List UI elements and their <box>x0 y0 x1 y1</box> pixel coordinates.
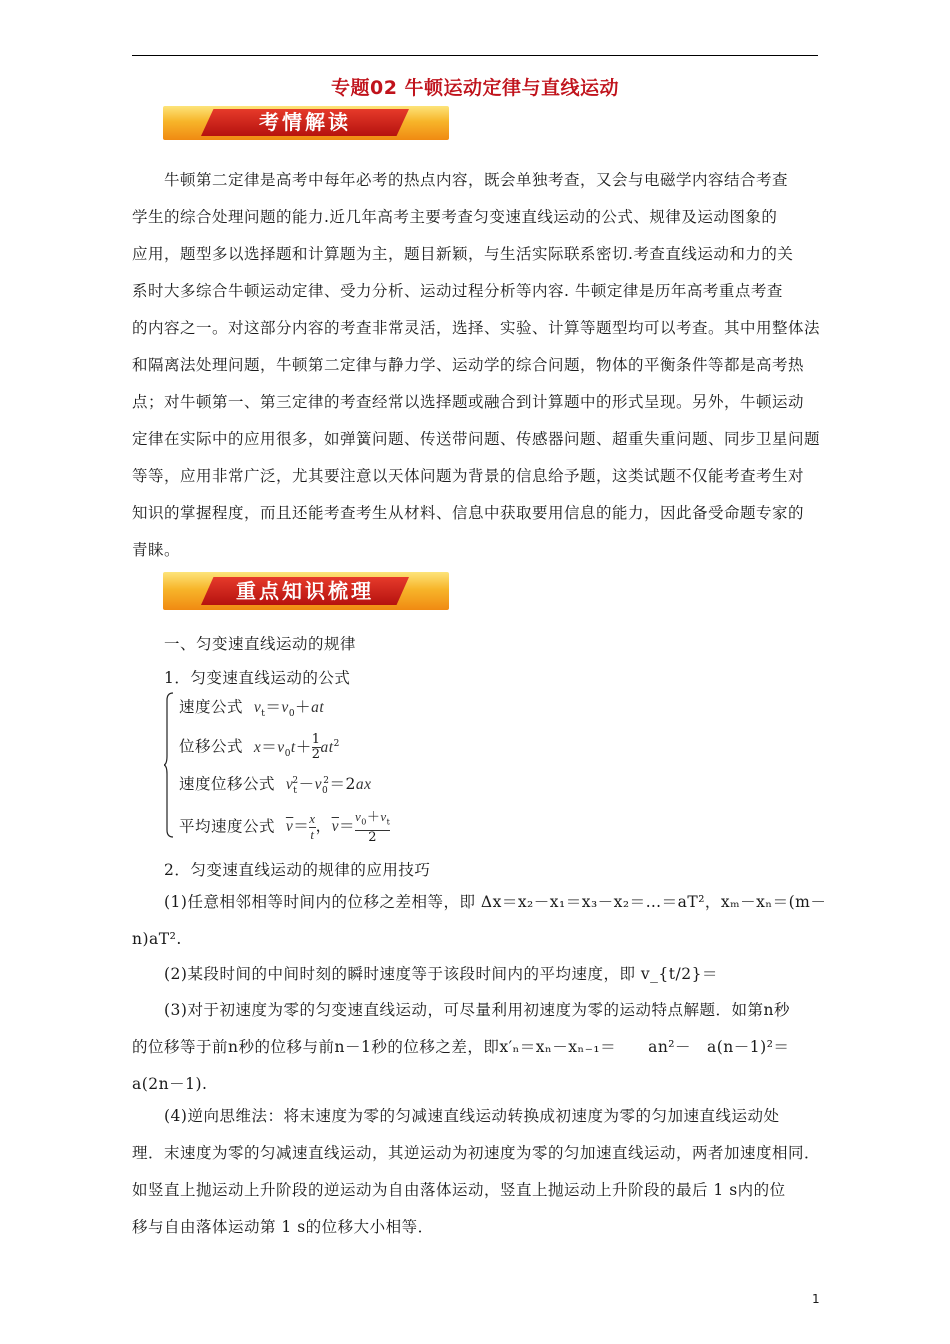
key-knowledge-banner <box>163 572 449 610</box>
text-line: 青睐。 <box>132 541 181 559</box>
text-line: 定律在实际中的应用很多，如弹簧问题、传送带问题、传感器问题、超重失重问题、同步卫星问题 <box>132 430 821 448</box>
page-number: 1 <box>812 1292 820 1306</box>
subsection-heading: 1．匀变速直线运动的公式 <box>164 669 351 687</box>
intro-paragraph <box>132 162 822 569</box>
text-line: n)aT². <box>132 930 182 948</box>
formula-math: $x=v_0t+$ $\frac{1}{2}$ $at^2$ <box>253 732 340 762</box>
text-line: (1)任意相邻相等时间内的位移之差相等，即 Δx＝x₂－x₁＝x₃－x₂＝…＝aT²，xₘ－xₙ＝(m－ <box>164 893 827 911</box>
brace-icon <box>164 692 174 838</box>
text-line: a(2n－1). <box>132 1075 208 1093</box>
page-title: 专题02 牛顿运动定律与直线运动 <box>330 77 620 99</box>
text-line: (3)对于初速度为零的匀变速直线运动，可尽量利用初速度为零的运动特点解题．如第n秒 <box>164 1001 790 1019</box>
displacement-formula: 位移公式 $x=v_0t+$ $\frac{1}{2}$ $at^2$ <box>179 732 340 762</box>
banner-label: 重点知识梳理 <box>236 579 374 603</box>
tip-1 <box>132 884 827 958</box>
header-rule <box>132 55 818 56</box>
text-line: 知识的掌握程度，而且还能考查考生从材料、信息中获取要用信息的能力，因此备受命题专家的 <box>132 504 805 522</box>
text-line: 系时大多综合牛顿运动定律、受力分析、运动过程分析等内容. 牛顿定律是历年高考重点考查 <box>132 282 783 300</box>
tip-4 <box>132 1098 822 1246</box>
average-velocity-formula: 平均速度公式 $\overline{v}=$ $\frac{x}{t}$ ，$\overline{v}=$ $\frac{v_0+v_t}{2}$ <box>179 809 391 845</box>
text-line: (2)某段时间的中间时刻的瞬时速度等于该段时间内的平均速度，即 v_{t/2}＝ <box>164 965 718 983</box>
text-line: 学生的综合处理问题的能力.近几年高考主要考查匀变速直线运动的公式、规律及运动图象的 <box>132 208 778 226</box>
text-line: 和隔离法处理问题，牛顿第二定律与静力学、运动学的综合问题，物体的平衡条件等都是高考热 <box>132 356 805 374</box>
text-line: 移与自由落体运动第 1 s的位移大小相等． <box>132 1218 434 1236</box>
text-line: 理．末速度为零的匀减速直线运动，其逆运动为初速度为零的匀加速直线运动，两者加速度相同． <box>132 1144 821 1162</box>
tip-3 <box>132 992 822 1103</box>
text-line: 点；对牛顿第一、第三定律的考查经常以选择题或融合到计算题中的形式呈现。另外，牛顿运动 <box>132 393 805 411</box>
text-line: 等等，应用非常广泛，尤其要注意以天体问题为背景的信息给予题，这类试题不仅能考查考生对 <box>132 467 805 485</box>
formula-math: $v_t=v_0+at$ <box>253 698 325 720</box>
formula-math: $\overline{v}=$ $\frac{x}{t}$ ，$\overline{v}=$ $\frac{v_0+v_t}{2}$ <box>285 809 391 845</box>
velocity-displacement-formula: 速度位移公式 $v_t^2-v_0^2=2ax$ <box>179 775 372 797</box>
text-line: 的内容之一。对这部分内容的考查非常灵活，选择、实验、计算等题型均可以考查。其中用整体法 <box>132 319 821 337</box>
banner-label: 考情解读 <box>259 110 351 134</box>
text-line: 应用，题型多以选择题和计算题为主，题目新颖，与生活实际联系密切.考查直线运动和力的关 <box>132 245 794 263</box>
text-line: 如竖直上抛运动上升阶段的逆运动为自由落体运动，竖直上抛运动上升阶段的最后 1 s内的位 <box>132 1181 786 1199</box>
text-line: 的位移等于前n秒的位移与前n－1秒的位移之差，即x′ₙ＝xₙ－xₙ₋₁＝ an²－ a(n－1)²＝ <box>132 1038 790 1056</box>
text-line: 牛顿第二定律是高考中每年必考的热点内容，既会单独考查，又会与电磁学内容结合考查 <box>164 171 789 189</box>
subsection-heading: 2．匀变速直线运动的规律的应用技巧 <box>164 861 431 879</box>
text-line: (4)逆向思维法：将末速度为零的匀减速直线运动转换成初速度为零的匀加速直线运动处 <box>164 1107 780 1125</box>
formula-math: $v_t^2-v_0^2=2ax$ <box>285 775 372 797</box>
section-heading: 一、匀变速直线运动的规律 <box>164 635 357 653</box>
velocity-formula: 速度公式 $v_t=v_0+at$ <box>179 698 325 720</box>
exam-analysis-banner <box>163 106 449 140</box>
tip-2 <box>132 956 822 993</box>
